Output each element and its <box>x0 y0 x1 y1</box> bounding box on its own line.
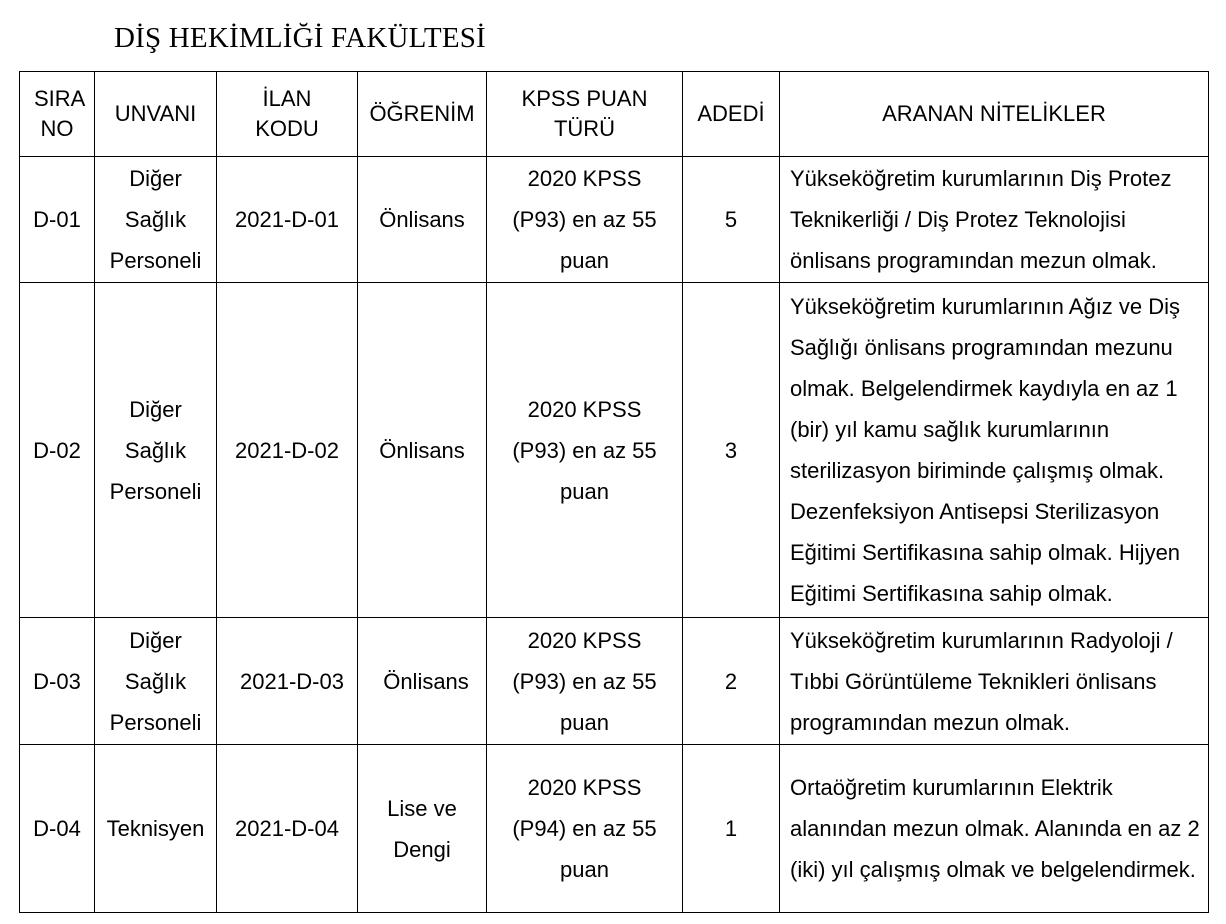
header-ogrenim: ÖĞRENİM <box>358 72 487 157</box>
table-row <box>20 745 1209 913</box>
cell-unvan: Teknisyen <box>95 745 217 913</box>
cell-nitelik: Yükseköğretim kurumlarının Ağız ve Diş Sağlığı önlisans programından mezunu olmak. Belgelendirmek kaydıyla en az 1 (bir) yıl kamu sağlık kurumlarının sterilizasyon biriminde çalışmış olmak. Dezenfeksiyon Antisepsi Sterilizasyon Eğitimi Sertifikasına sahip olmak. Hijyen Eğitimi Sertifikasına sahip olmak. <box>780 283 1209 618</box>
header-ilan-kodu: İLAN KODU <box>217 72 358 157</box>
cell-unvan: Diğer Sağlık Personeli <box>95 157 217 283</box>
header-unvani: UNVANI <box>95 72 217 157</box>
cell-kpss: 2020 KPSS (P93) en az 55 puan <box>487 157 683 283</box>
cell-adet: 3 <box>683 283 780 618</box>
cell-ilan-kodu: 2021-D-04 <box>217 745 358 913</box>
cell-adet: 2 <box>683 618 780 745</box>
cell-ogrenim: Önlisans <box>358 283 487 618</box>
cell-ilan-kodu: 2021-D-02 <box>217 283 358 618</box>
cell-kpss: 2020 KPSS (P94) en az 55 puan <box>487 745 683 913</box>
cell-nitelik: Yükseköğretim kurumlarının Diş Protez Teknikerliği / Diş Protez Teknolojisi önlisans programından mezun olmak. <box>780 157 1209 283</box>
table-row <box>20 157 1209 283</box>
cell-unvan: Diğer Sağlık Personeli <box>95 283 217 618</box>
cell-ilan-kodu: 2021-D-01 <box>217 157 358 283</box>
header-row <box>20 72 1209 157</box>
cell-ogrenim: Önlisans <box>358 157 487 283</box>
cell-sira: D-01 <box>20 157 95 283</box>
cell-sira: D-02 <box>20 283 95 618</box>
cell-sira: D-04 <box>20 745 95 913</box>
cell-sira: D-03 <box>20 618 95 745</box>
table-row <box>20 283 1209 618</box>
cell-ilan-kodu: 2021-D-03 <box>217 618 358 745</box>
cell-kpss: 2020 KPSS (P93) en az 55 puan <box>487 283 683 618</box>
cell-nitelik: Ortaöğretim kurumlarının Elektrik alanından mezun olmak. Alanında en az 2 (iki) yıl çalışmış olmak ve belgelendirmek. <box>780 745 1209 913</box>
header-aranan-nitelikler: ARANAN NİTELİKLER <box>780 72 1209 157</box>
cell-nitelik: Yükseköğretim kurumlarının Radyoloji / Tıbbi Görüntüleme Teknikleri önlisans programından mezun olmak. <box>780 618 1209 745</box>
header-kpss-puan-turu: KPSS PUAN TÜRÜ <box>487 72 683 157</box>
cell-kpss: 2020 KPSS (P93) en az 55 puan <box>487 618 683 745</box>
cell-adet: 5 <box>683 157 780 283</box>
cell-ogrenim: Lise ve Dengi <box>358 745 487 913</box>
cell-unvan: Diğer Sağlık Personeli <box>95 618 217 745</box>
table-row <box>20 618 1209 745</box>
cell-ogrenim: Önlisans <box>358 618 487 745</box>
page-title: DİŞ HEKİMLİĞİ FAKÜLTESİ <box>114 22 486 54</box>
header-adedi: ADEDİ <box>683 72 780 157</box>
cell-adet: 1 <box>683 745 780 913</box>
header-sira-no: SIRA NO <box>20 72 95 157</box>
positions-table <box>19 71 1209 913</box>
